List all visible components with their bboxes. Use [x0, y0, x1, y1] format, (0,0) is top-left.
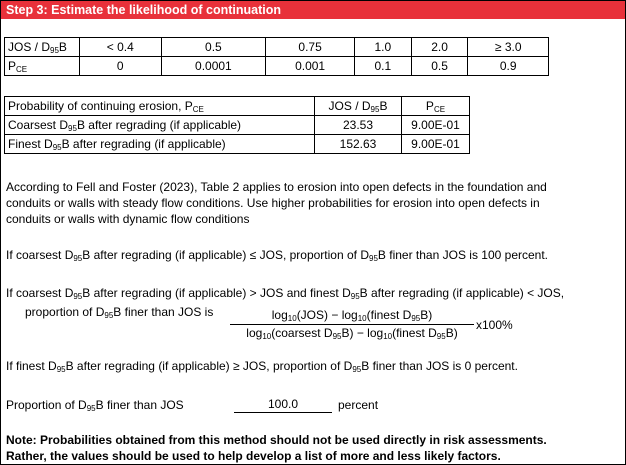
ratio-cell[interactable]: 0.5 — [161, 38, 266, 57]
jos-value-finest[interactable]: 152.63 — [315, 135, 402, 154]
probability-cell[interactable]: 0.001 — [266, 57, 355, 76]
prob-header-pce[interactable]: $P_{CE}$ — [402, 97, 470, 116]
probability-row-label[interactable]: $P_{CE}$ — [5, 57, 80, 76]
table-row — [5, 135, 470, 154]
ratio-cell[interactable]: 2.0 — [411, 38, 468, 57]
probability-cell[interactable]: 0.5 — [411, 57, 468, 76]
jos-value-coarsest[interactable]: 23.53 — [315, 116, 402, 135]
guidance-paragraph: According to Fell and Foster (2023), Table 2 applies to erosion into open defects in the foundation and conduits or walls with steady flow conditions. Use higher probabilities for erosion into open defects in conduits or walls with dynamic flow conditions — [6, 180, 547, 226]
proportion-unit: percent — [338, 398, 379, 412]
pce-value-finest[interactable]: 9.00E-01 — [402, 135, 470, 154]
proportion-label: Proportion of $D_{95}B$ finer than JOS — [6, 398, 184, 413]
condition-coarsest-le-jos: If coarsest $D_{95}B$ after regrading (if applicable) ≤ JOS, proportion of $D_{95}B$ finer than JOS is 100 percent. — [6, 248, 548, 263]
prob-header-label[interactable]: Probability of continuing erosion, $P_{CE}$ — [5, 97, 315, 116]
probability-cell[interactable]: 0 — [80, 57, 162, 76]
pce-value-coarsest[interactable]: 9.00E-01 — [402, 116, 470, 135]
ratio-row — [5, 38, 549, 57]
row-label-coarsest[interactable]: Coarsest $D_{95}B$ after regrading (if applicable) — [5, 116, 315, 135]
prob-header-row — [5, 97, 470, 116]
ratio-cell[interactable]: < 0.4 — [80, 38, 162, 57]
probability-cell[interactable]: 0.1 — [354, 57, 411, 76]
step-header: Step 3: Estimate the likelihood of continuation — [1, 1, 625, 19]
note-text: Note: Probabilities obtained from this method should not be used directly in risk assessments. Rather, the values should be used to help develop a list of more and less likely factors. — [6, 433, 547, 463]
ratio-cell[interactable]: ≥ 3.0 — [468, 38, 549, 57]
continuing-erosion-table — [4, 96, 470, 154]
ratio-cell[interactable]: 1.0 — [354, 38, 411, 57]
formula-multiplier: x100% — [476, 318, 513, 332]
ratio-cell[interactable]: 0.75 — [266, 38, 355, 57]
formula-numerator: $\log_{10}(JOS)$ − $\log_{10}(finest$ $D_{95}B$) — [230, 308, 474, 325]
probability-cell[interactable]: 0.0001 — [161, 57, 266, 76]
formula-denominator: $\log_{10}(coarsest$ $D_{95}B$) − $\log_{10}(finest$ $D_{95}B$) — [246, 326, 458, 341]
condition-between: If coarsest $D_{95}B$ after regrading (if applicable) > JOS and finest $D_{95}B$ after regrading (if applicable) < JOS, — [6, 286, 565, 301]
condition-between-continued: proportion of $D_{95}B$ finer than JOS is — [25, 305, 214, 320]
ratio-row-label[interactable]: JOS / $D_{95}B$ — [5, 38, 80, 57]
ratio-probability-table — [4, 37, 549, 76]
probability-cell[interactable]: 0.9 — [468, 57, 549, 76]
row-label-finest[interactable]: Finest $D_{95}B$ after regrading (if applicable) — [5, 135, 315, 154]
proportion-value[interactable]: 100.0 — [234, 397, 332, 413]
prob-header-jos[interactable]: JOS / $D_{95}B$ — [315, 97, 402, 116]
proportion-formula — [230, 308, 474, 341]
table-row — [5, 116, 470, 135]
condition-finest-ge-jos: If finest $D_{95}B$ after regrading (if applicable) ≥ JOS, proportion of $D_{95}B$ finer than JOS is 0 percent. — [6, 359, 518, 374]
probability-row — [5, 57, 549, 76]
